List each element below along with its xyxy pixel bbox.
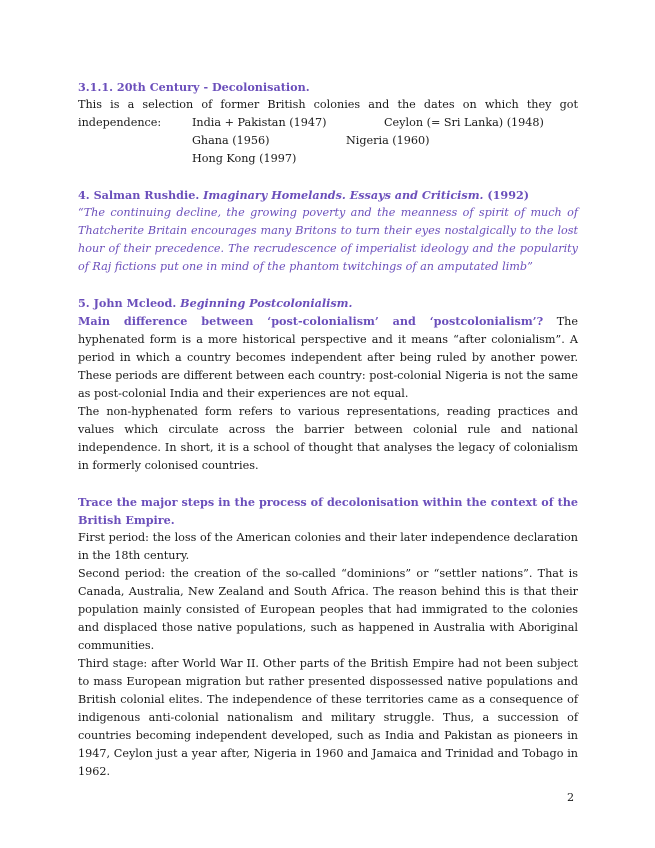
colony-hong-kong: Hong Kong (1997) xyxy=(192,152,297,165)
colonies-intro: This is a selection of former British colonies and the dates on which they got xyxy=(78,98,578,111)
colony-ghana: Ghana (1956) xyxy=(192,134,270,147)
second-period-paragraph: Second period: the creation of the so-called “dominions” or “settler nations”. That is Canada, Australia, New Zealand and South Africa. The reason behind this is that their population mainly consisted of European peoples that had immigrated to the colonies and displaced those native populations, such as happened in Australia with Aboriginal communities. xyxy=(78,567,578,652)
non-hyphenated-paragraph: The non-hyphenated form refers to various representations, reading practices and values which circulate across the barrier between colonial rule and national independence. In short, it is a school of thought that analyses the legacy of colonialism in formerly colonised countries. xyxy=(78,405,578,472)
mcleod-heading-title: Beginning Postcolonialism. xyxy=(180,296,353,310)
rushdie-heading-year: (1992) xyxy=(483,188,530,202)
page-number: 2 xyxy=(567,791,575,804)
document-page xyxy=(78,78,578,781)
decolonisation-question: Trace the major steps in the process of decolonisation within the context of the British Empire. xyxy=(78,495,578,527)
colonies-row-2 xyxy=(78,132,578,150)
postcolonialism-question: Main difference between ‘post-colonialism’ and ‘postcolonialism’? xyxy=(78,314,544,328)
third-stage-paragraph: Third stage: after World War II. Other parts of the British Empire had not been subject to mass European migration but rather presented dispossessed native populations and British colonial elites. The independence of these territories came as a consequence of indigenous anti-colonial nationalism and military struggle. Thus, a succession of countries becoming independent developed, such as India and Pakistan as pioneers in 1947, Ceylon just a year after, Nigeria in 1960 and Jamaica and Trinidad and Tobago in 1962. xyxy=(78,657,578,778)
postcolonialism-answer: The hyphenated form is a more historical perspective and it means “after colonialism”. A period in which a country becomes independent after being ruled by another power. These periods are different between each country: post-colonial Nigeria is not the same as post-colonial India and their experiences are not equal. xyxy=(78,315,578,400)
colonies-row-1 xyxy=(78,114,578,132)
section-heading-rushdie xyxy=(78,186,578,204)
section-heading-mcleod xyxy=(78,294,578,312)
rushdie-heading-author: 4. Salman Rushdie. xyxy=(78,188,204,202)
rushdie-heading-title: Imaginary Homelands. Essays and Criticism. xyxy=(203,188,484,202)
mcleod-heading-author: 5. John Mcleod. xyxy=(78,296,181,310)
postcolonialism-paragraph xyxy=(78,312,578,403)
colony-ceylon: Ceylon (= Sri Lanka) (1948) xyxy=(384,116,544,129)
rushdie-quote: “The continuing decline, the growing poverty and the meanness of spirit of much of Thatcherite Britain encourages many Britons to turn their eyes nostalgically to the lost hour of their precedence. The recrudescence of imperialist ideology and the popularity of Raj fictions put one in mind of the phantom twitchings of an amputated limb” xyxy=(78,206,578,273)
section-heading-decolonisation: 3.1.1. 20th Century - Decolonisation. xyxy=(78,80,310,94)
first-period-paragraph: First period: the loss of the American colonies and their later independence declaration in the 18th century. xyxy=(78,531,578,562)
colonies-row-3 xyxy=(78,150,578,168)
colony-india-pakistan: India + Pakistan (1947) xyxy=(192,116,327,129)
colony-nigeria: Nigeria (1960) xyxy=(346,134,430,147)
independence-label: independence: xyxy=(78,116,162,129)
